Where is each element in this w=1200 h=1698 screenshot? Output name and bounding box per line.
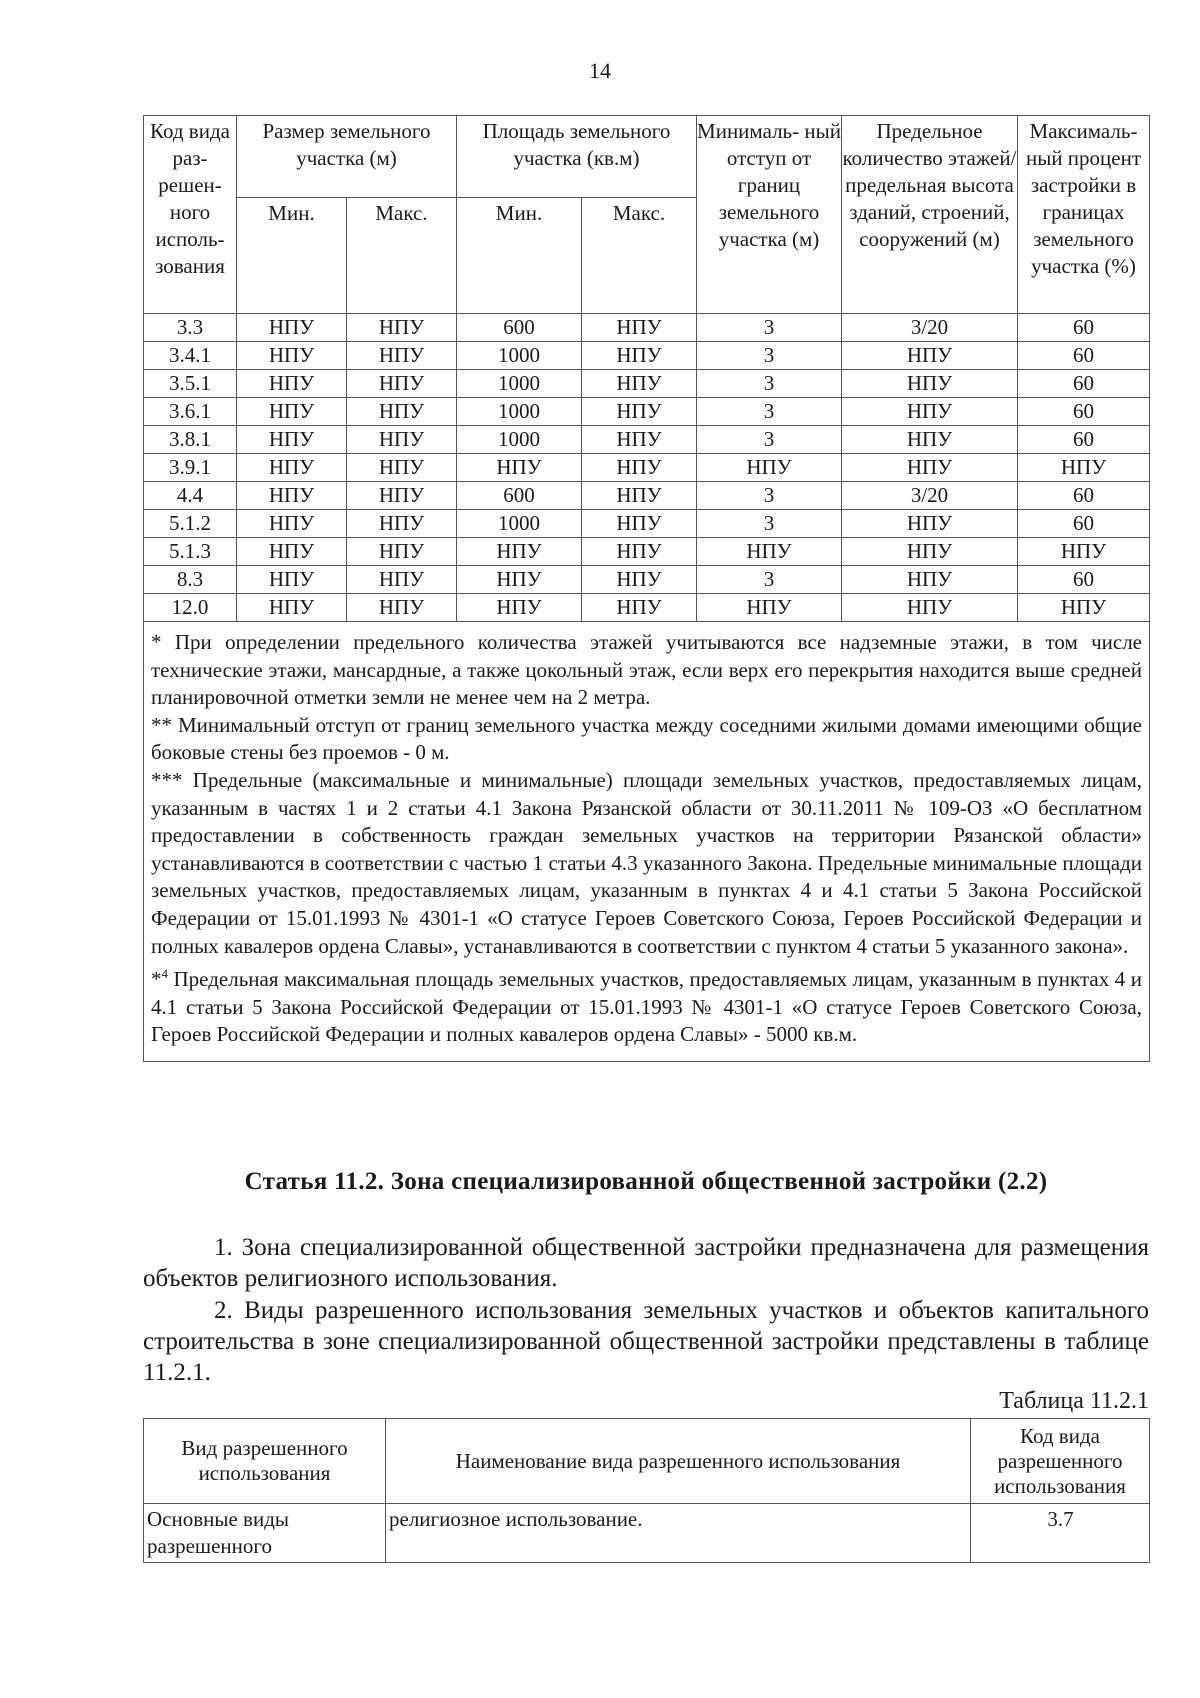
cell-code: 3.6.1 (144, 398, 237, 426)
cell-code: 4.4 (144, 482, 237, 510)
cell-area-min: 1000 (457, 342, 582, 370)
cell-setback: 3 (697, 566, 842, 594)
table-row (144, 314, 1150, 342)
cell-floors: НПУ (842, 594, 1018, 622)
cell-size-min: НПУ (237, 370, 347, 398)
article-heading: Статья 11.2. Зона специализированной общественной застройки (2.2) (244, 1168, 1048, 1195)
cell-percent: 60 (1018, 314, 1150, 342)
header-use-code: Код вида разрешенного использования (971, 1419, 1150, 1504)
cell-area-max: НПУ (582, 594, 697, 622)
table-row (144, 454, 1150, 482)
header-use-kind: Вид разрешенного использования (144, 1419, 386, 1504)
table-row (144, 1504, 1150, 1563)
cell-floors: НПУ (842, 342, 1018, 370)
cell-size-max: НПУ (347, 566, 457, 594)
note-max-area-mark: * (151, 967, 162, 992)
cell-percent: НПУ (1018, 538, 1150, 566)
header-code: Код вида раз- решен- ного исполь- зования (144, 116, 237, 314)
note-setback: ** Минимальный отступ от границ земельного участка между соседними жилыми домами имеющими общие боковые стены без проемов - 0 м. (151, 712, 1142, 765)
table-row (144, 482, 1150, 510)
header-build-percent: Максималь- ный процент застройки в границах земельного участка (%) (1018, 116, 1150, 314)
header-size-max: Макс. (347, 198, 457, 314)
header-floors-height: Предельное количество этажей/ предельная высота зданий, строений, сооружений (м) (842, 116, 1018, 314)
cell-code: 3.4.1 (144, 342, 237, 370)
cell-setback: НПУ (697, 538, 842, 566)
cell-code: 3.5.1 (144, 370, 237, 398)
cell-area-max: НПУ (582, 426, 697, 454)
cell-code: 8.3 (144, 566, 237, 594)
cell-size-max: НПУ (347, 314, 457, 342)
cell-area-min: НПУ (457, 538, 582, 566)
cell-size-max: НПУ (347, 370, 457, 398)
cell-size-min: НПУ (237, 454, 347, 482)
cell-area-min: 1000 (457, 370, 582, 398)
cell-area-min: 1000 (457, 426, 582, 454)
cell-floors: НПУ (842, 426, 1018, 454)
cell-use-code: 3.7 (971, 1504, 1150, 1563)
cell-code: 5.1.3 (144, 538, 237, 566)
cell-size-min: НПУ (237, 594, 347, 622)
cell-area-max: НПУ (582, 314, 697, 342)
cell-area-max: НПУ (582, 370, 697, 398)
cell-area-max: НПУ (582, 482, 697, 510)
cell-percent: 60 (1018, 566, 1150, 594)
cell-area-max: НПУ (582, 510, 697, 538)
cell-size-min: НПУ (237, 342, 347, 370)
cell-code: 5.1.2 (144, 510, 237, 538)
header-area-max: Макс. (582, 198, 697, 314)
permitted-use-table (143, 1418, 1150, 1563)
table-row (144, 342, 1150, 370)
cell-floors: НПУ (842, 538, 1018, 566)
cell-size-min: НПУ (237, 426, 347, 454)
table-row (144, 566, 1150, 594)
cell-percent: НПУ (1018, 454, 1150, 482)
cell-floors: НПУ (842, 398, 1018, 426)
header-size-min: Мин. (237, 198, 347, 314)
cell-use-name: религиозное использование. (386, 1504, 971, 1563)
header-plot-area: Площадь земельного участка (кв.м) (457, 116, 697, 198)
cell-setback: 3 (697, 510, 842, 538)
table-row (144, 510, 1150, 538)
cell-percent: 60 (1018, 370, 1150, 398)
note-floors: * При определении предельного количества этажей учитываются все надземные этажи, в том числе технические этажи, мансардные, а также цокольный этаж, если верх его перекрытия находится выше средней планировочной отметки земли не менее чем на 2 метра. (151, 630, 1142, 710)
header-use-name: Наименование вида разрешенного использования (386, 1419, 971, 1504)
cell-size-max: НПУ (347, 398, 457, 426)
restrictions-table-body (144, 314, 1150, 622)
cell-setback: 3 (697, 314, 842, 342)
header-plot-size: Размер земельного участка (м) (237, 116, 457, 198)
cell-setback: 3 (697, 342, 842, 370)
cell-area-max: НПУ (582, 454, 697, 482)
cell-area-max: НПУ (582, 566, 697, 594)
cell-floors: 3/20 (842, 314, 1018, 342)
header-area-min: Мин. (457, 198, 582, 314)
cell-area-min: 1000 (457, 398, 582, 426)
table-row (144, 398, 1150, 426)
article-paragraph-2: 2. Виды разрешенного использования земельных участков и объектов капитального строительства в зоне специализированной общественной застройки представлены в таблице 11.2.1. (143, 1297, 1149, 1386)
table-caption: Таблица 11.2.1 (999, 1388, 1149, 1414)
cell-size-min: НПУ (237, 566, 347, 594)
cell-percent: 60 (1018, 426, 1150, 454)
cell-size-min: НПУ (237, 314, 347, 342)
page-number: 14 (589, 58, 611, 83)
cell-area-min: НПУ (457, 454, 582, 482)
table-row (144, 538, 1150, 566)
table-row (144, 426, 1150, 454)
table-row (144, 370, 1150, 398)
cell-percent: 60 (1018, 342, 1150, 370)
cell-size-max: НПУ (347, 342, 457, 370)
cell-code: 3.9.1 (144, 454, 237, 482)
cell-use-kind: Основные виды разрешенного (144, 1504, 386, 1563)
cell-floors: НПУ (842, 510, 1018, 538)
cell-area-min: НПУ (457, 566, 582, 594)
table-notes (144, 622, 1150, 1062)
cell-size-max: НПУ (347, 594, 457, 622)
cell-area-min: НПУ (457, 594, 582, 622)
cell-code: 3.8.1 (144, 426, 237, 454)
cell-setback: НПУ (697, 454, 842, 482)
cell-area-min: 1000 (457, 510, 582, 538)
header-setback: Минималь- ный отступ от границ земельного участка (м) (697, 116, 842, 314)
cell-floors: НПУ (842, 370, 1018, 398)
article-paragraph-1: 1. Зона специализированной общественной застройки предназначена для размещения объектов религиозного использования. (143, 1234, 1149, 1292)
cell-setback: НПУ (697, 594, 842, 622)
cell-size-max: НПУ (347, 482, 457, 510)
note-max-area-text: Предельная максимальная площадь земельных участков, предоставляемых лицам, указанным в пунктах 4 и 4.1 статьи 5 Закона Российской Федерации от 15.01.1993 № 4301-1 «О статусе Героев Советского Союза, Героев Российской Федерации и полных кавалеров ордена Славы» - 5000 кв.м. (151, 967, 1142, 1047)
cell-size-max: НПУ (347, 454, 457, 482)
cell-code: 12.0 (144, 594, 237, 622)
cell-size-min: НПУ (237, 482, 347, 510)
cell-floors: НПУ (842, 566, 1018, 594)
cell-area-min: 600 (457, 482, 582, 510)
note-max-area-sup: 4 (161, 966, 168, 982)
cell-area-min: 600 (457, 314, 582, 342)
cell-setback: 3 (697, 426, 842, 454)
cell-area-max: НПУ (582, 538, 697, 566)
cell-floors: 3/20 (842, 482, 1018, 510)
cell-size-min: НПУ (237, 538, 347, 566)
note-area-limits: *** Предельные (максимальные и минимальные) площади земельных участков, предоставляемых лицам, указанным в частях 1 и 2 статьи 4.1 Закона Рязанской области от 30.11.2011 № 109-ОЗ «О бесплатном предоставлении в собственность граждан земельных участков на территории Рязанской области» устанавливаются в соответствии с частью 1 статьи 4.3 указанного Закона. Предельные минимальные площади земельных участков, предоставляемых лицам, указанным в пунктах 4 и 4.1 статьи 5 Закона Российской Федерации от 15.01.1993 № 4301-1 «О статусе Героев Советского Союза, Героев Российской Федерации и полных кавалеров ордена Славы», устанавливаются в соответствии с пунктом 4 статьи 5 указанного закона». (151, 767, 1142, 958)
cell-percent: 60 (1018, 482, 1150, 510)
cell-size-max: НПУ (347, 538, 457, 566)
cell-setback: 3 (697, 482, 842, 510)
cell-size-min: НПУ (237, 510, 347, 538)
cell-size-max: НПУ (347, 510, 457, 538)
cell-percent: 60 (1018, 510, 1150, 538)
restrictions-table (143, 115, 1150, 1062)
cell-area-max: НПУ (582, 398, 697, 426)
cell-size-min: НПУ (237, 398, 347, 426)
cell-setback: 3 (697, 370, 842, 398)
note-max-area (151, 960, 1142, 1049)
cell-code: 3.3 (144, 314, 237, 342)
cell-size-max: НПУ (347, 426, 457, 454)
cell-setback: 3 (697, 398, 842, 426)
cell-area-max: НПУ (582, 342, 697, 370)
cell-floors: НПУ (842, 454, 1018, 482)
table-row (144, 594, 1150, 622)
cell-percent: НПУ (1018, 594, 1150, 622)
cell-percent: 60 (1018, 398, 1150, 426)
